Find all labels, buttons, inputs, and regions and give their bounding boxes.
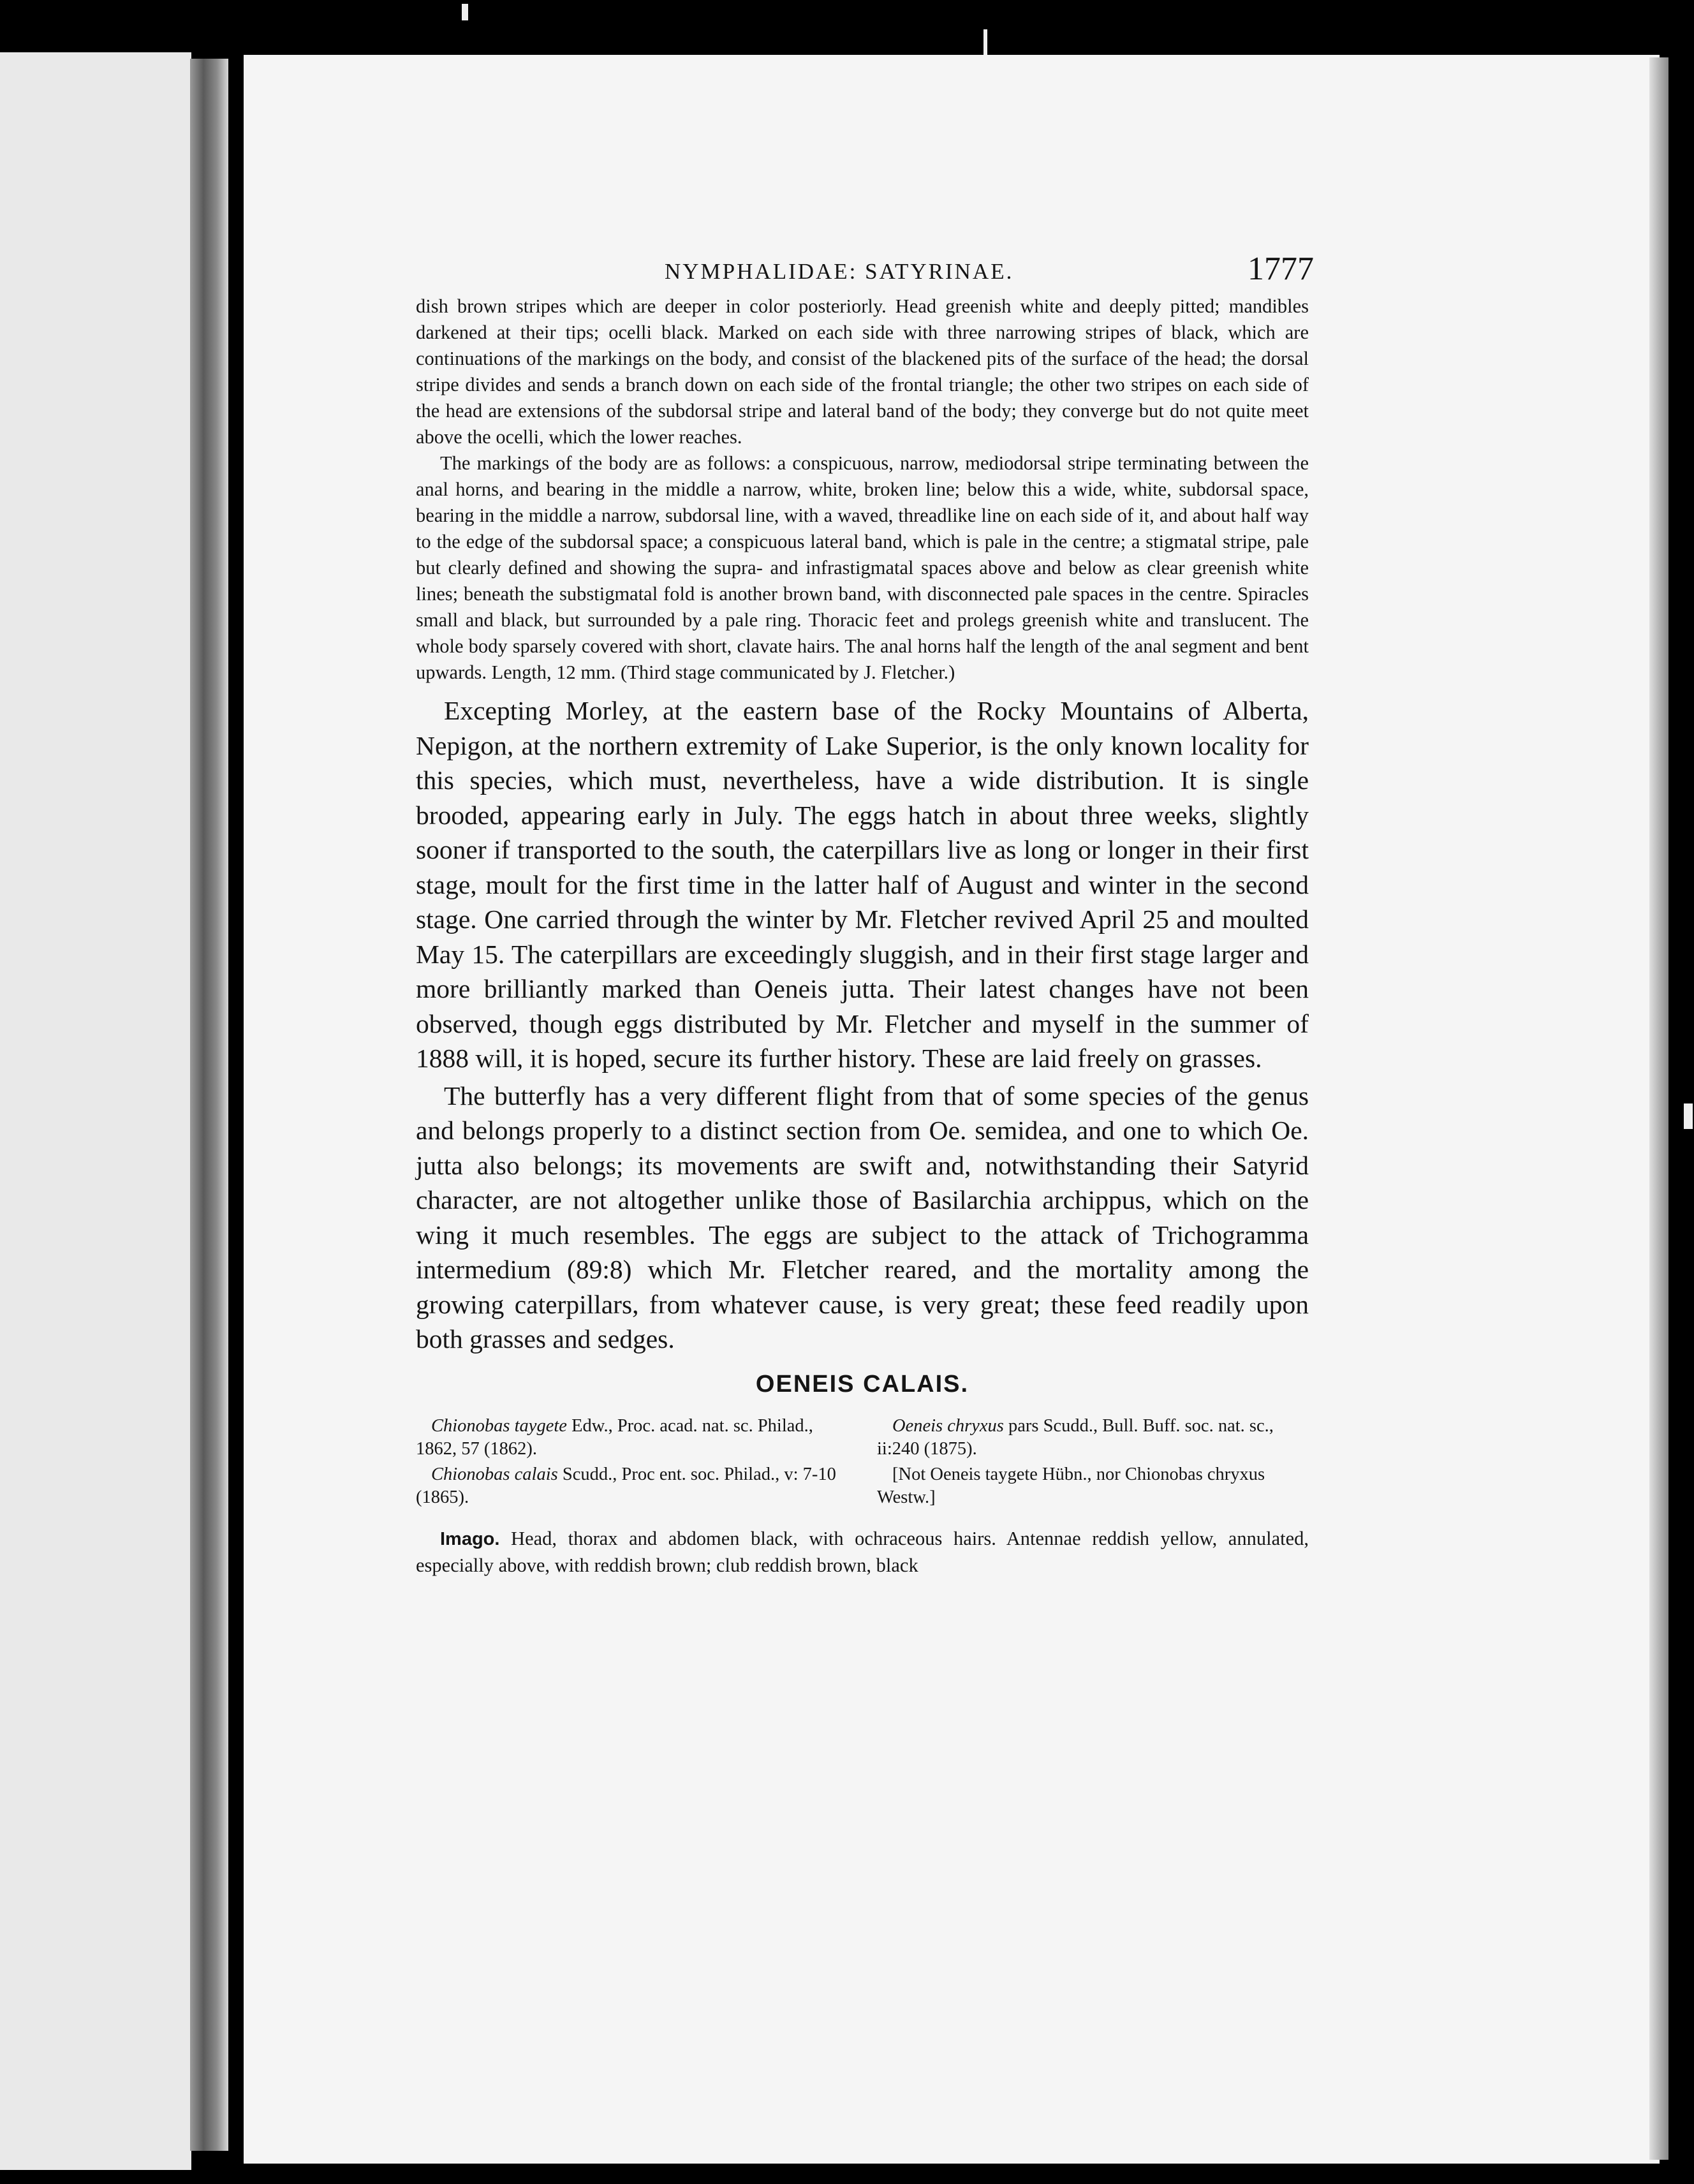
synonym-reference: Scudd., Proc ent. soc. Philad., v: 7-10 (1865). (416, 1464, 836, 1507)
synonymy-list (416, 1415, 1309, 1512)
page-content (416, 242, 1314, 1579)
body-paragraph: Excepting Morley, at the eastern base of the Rocky Mountains of Alberta, Nepigon, at the northern extremity of Lake Superior, is the only known locality for this species, which must, nevertheless, have a wide distribution. It is single brooded, appearing early in July. The eggs hatch in about three weeks, slightly sooner if transported to the south, the caterpillars live as long or longer in their first stage, moult for the first time in the latter half of August and winter in the second stage. One carried through the winter by Mr. Fletcher revived April 25 and moulted May 15. The caterpillars are exceedingly sluggish, and in their first stage larger and more brilliantly marked than Oeneis jutta. Their latest changes have not been observed, though eggs distributed by Mr. Fletcher and myself in the summer of 1888 will, it is hoped, secure its further history. These are laid freely on grasses. (416, 696, 1309, 1073)
page-number: 1777 (1248, 251, 1314, 287)
species-heading: OENEIS CALAIS. (755, 1370, 969, 1398)
synonym-name: Oeneis chryxus (892, 1415, 1004, 1436)
page-header (416, 242, 1314, 293)
imago-paragraph (416, 1526, 1309, 1579)
description-paragraph: dish brown stripes which are deeper in color posteriorly. Head greenish white and deeply pitted; mandibles darkened at their tips; ocelli black. Marked on each side with three narrowing stripes of black, which are continuations of the markings on the body, and consist of the blackened pits of the surface of the head; the dorsal stripe divides and sends a branch down on each side of the frontal triangle; the other two stripes on each side of the head are extensions of the subdorsal stripe and lateral band of the body; they converge but do not quite meet above the ocelli, which the lower reaches. (416, 295, 1309, 448)
body-paragraph: The butterfly has a very different flight from that of some species of the genus and belongs properly to a distinct section from Oe. semidea, and one to which Oe. jutta also belongs; its movements are swift and, notwithstanding their Satyrid character, are not altogether unlike those of Basilarchia archippus, which on the wing it much resembles. The eggs are subject to the attack of Trichogramma intermedium (89:8) which Mr. Fletcher reared, and the mortality among the growing caterpillars, from whatever cause, is very great; these feed readily upon both grasses and sedges. (416, 1081, 1309, 1354)
left-page-edge (0, 52, 191, 2170)
synonym-name: Chionobas calais (431, 1464, 558, 1484)
synonym-entry (416, 1415, 848, 1461)
synonym-name: Chionobas taygete (431, 1415, 567, 1436)
synonym-reference: [Not Oeneis taygete Hübn., nor Chionobas chryxus Westw.] (877, 1464, 1265, 1507)
synonymy-column-left (416, 1415, 848, 1512)
scan-speck (462, 4, 468, 20)
running-head: NYMPHALIDAE: SATYRINAE. (665, 259, 1014, 284)
synonym-entry (416, 1463, 848, 1509)
synonymy-column-right (877, 1415, 1309, 1512)
synonym-entry (877, 1463, 1309, 1509)
synonym-reference: pars Scudd., Bull. Buff. soc. nat. sc., ii:240 (1875). (877, 1415, 1274, 1459)
imago-label: Imago. (440, 1528, 500, 1549)
scan-speck (1684, 1103, 1693, 1129)
synonym-reference: Edw., Proc. acad. nat. sc. Philad., 1862, 57 (1862). (416, 1415, 813, 1459)
description-paragraph: The markings of the body are as follows: a conspicuous, narrow, mediodorsal stripe terminating between the anal horns, and bearing in the middle a narrow, white, broken line; below this a wide, white, subdorsal space, bearing in the middle a narrow, subdorsal line, with a waved, threadlike line on each side of it, and about half way to the edge of the subdorsal space; a conspicuous lateral band, which is pale in the centre; a stigmatal stripe, pale but clearly defined and showing the supra- and infrastigmatal spaces above and below as clear greenish white lines; beneath the substigmatal fold is another brown band, with disconnected pale spaces in the centre. Spiracles small and black, but surrounded by a pale ring. Thoracic feet and prolegs greenish white and translucent. The whole body sparsely covered with short, clavate hairs. The anal horns half the length of the anal segment and bent upwards. Length, 12 mm. (Third stage communicated by J. Fletcher.) (416, 452, 1309, 683)
imago-text: Head, thorax and abdomen black, with ochraceous hairs. Antennae reddish yellow, annulated, especially above, with reddish brown; club reddish brown, black (416, 1527, 1309, 1576)
page-edge-shadow (1649, 57, 1668, 2160)
book-gutter (190, 59, 228, 2151)
synonym-entry (877, 1415, 1309, 1461)
scan-speck (983, 29, 987, 55)
